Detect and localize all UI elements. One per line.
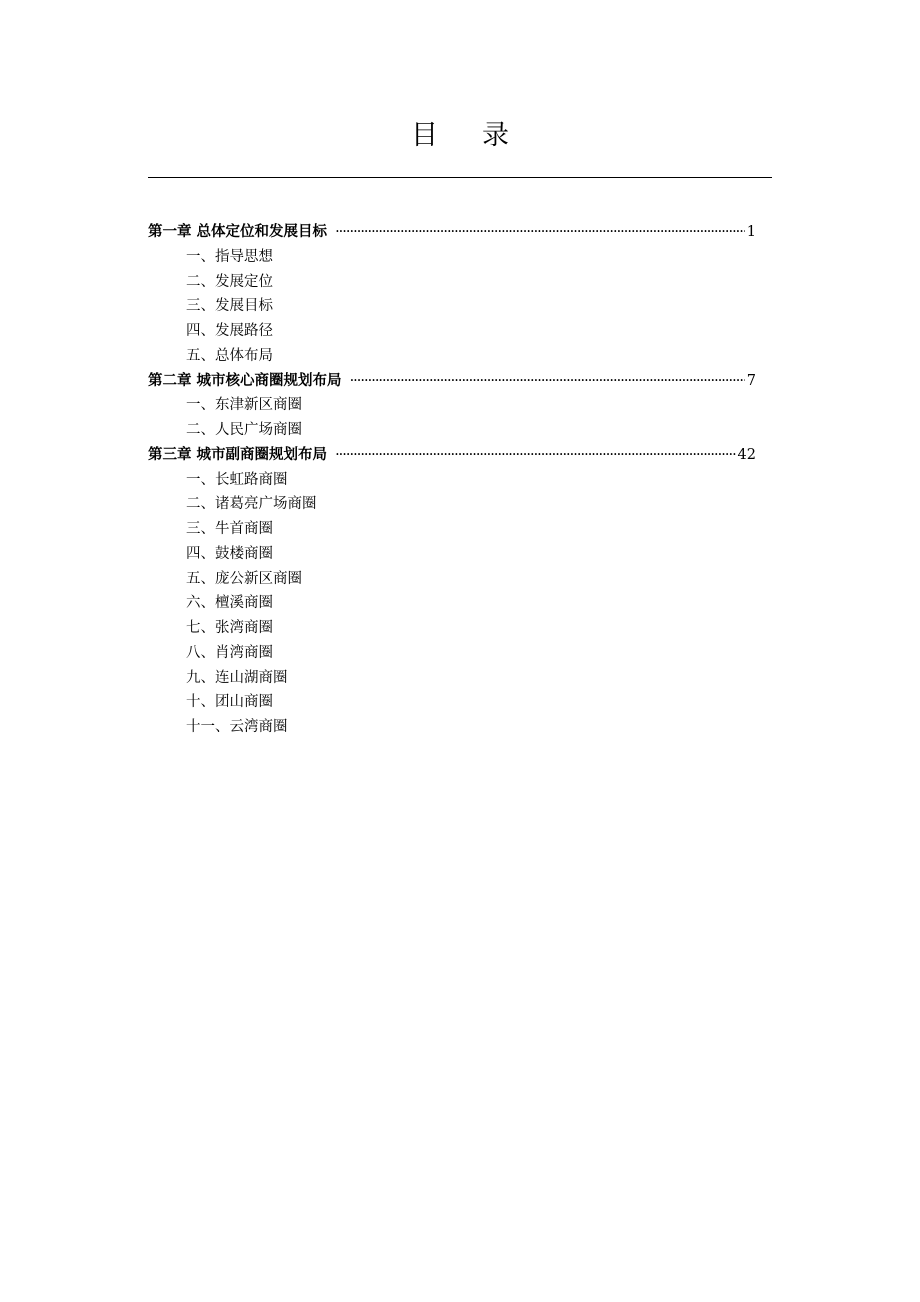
toc-section[interactable]: 十一、云湾商圈 [186,719,288,735]
toc-section[interactable]: 十、团山商圈 [186,694,273,711]
toc-section[interactable]: 一、东津新区商圈 [186,397,302,414]
toc-chapter-3[interactable] [148,443,756,468]
toc-section[interactable]: 六、檀溪商圈 [186,595,273,612]
title-divider [148,177,772,178]
chapter-label: 第一章 总体定位和发展目标 [148,223,328,240]
toc-section[interactable]: 五、总体布局 [186,347,273,364]
dot-leader [335,220,745,245]
toc-section[interactable]: 九、连山湖商圈 [186,669,288,686]
toc-title-char-2: 录 [482,120,509,151]
toc-section[interactable]: 三、发展目标 [186,298,273,315]
toc-list [148,220,772,740]
toc-section[interactable]: 二、发展定位 [186,273,273,290]
toc-section[interactable]: 二、人民广场商圈 [186,422,302,438]
chapter-page-number: 1 [746,224,756,240]
toc-chapter-2[interactable] [148,369,756,394]
toc-section[interactable]: 一、指导思想 [186,248,273,265]
toc-section[interactable]: 七、张湾商圈 [186,620,273,636]
toc-section[interactable]: 八、肖湾商圈 [186,644,273,661]
toc-section[interactable]: 四、鼓楼商圈 [186,545,273,562]
chapter-page-number: 42 [737,446,756,463]
toc-section[interactable]: 二、诸葛亮广场商圈 [186,496,317,513]
toc-chapter-1[interactable] [148,220,756,245]
toc-section[interactable]: 三、牛首商圈 [186,521,273,537]
toc-title [0,116,920,156]
toc-title-char-1: 目 [411,120,438,151]
chapter-label: 第三章 城市副商圈规划布局 [148,445,328,463]
toc-section[interactable]: 五、庞公新区商圈 [186,570,302,587]
dot-leader [335,443,735,468]
toc-section[interactable]: 一、长虹路商圈 [186,471,288,488]
toc-section[interactable]: 四、发展路径 [186,323,273,339]
chapter-label: 第二章 城市核心商圈规划布局 [148,371,342,389]
chapter-page-number: 7 [746,372,756,389]
dot-leader [350,369,745,394]
